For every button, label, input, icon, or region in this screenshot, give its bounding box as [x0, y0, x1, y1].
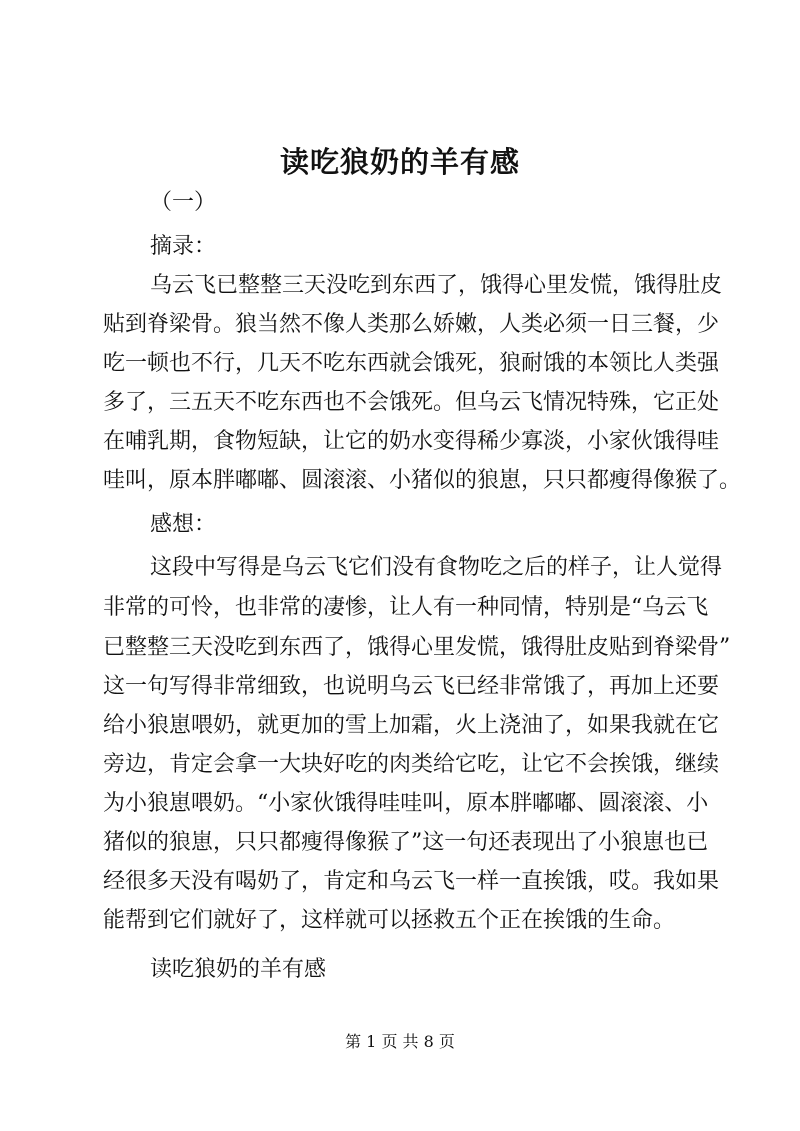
thoughts-line: 旁边，肯定会拿一大块好吃的肉类给它吃，让它不会挨饿，继续 [103, 752, 720, 777]
thoughts-line: 给小狼崽喂奶，就更加的雪上加霜，火上浇油了，如果我就在它 [103, 713, 720, 738]
thoughts-line: 猪似的狼崽，只只都瘦得像猴了”这一句还表现出了小狼崽也已 [103, 830, 709, 855]
thoughts-line: 经很多天没有喝奶了，肯定和乌云飞一样一直挨饿，哎。我如果 [103, 869, 720, 894]
excerpt-line: 哇叫，原本胖嘟嘟、圆滚滚、小猪似的狼崽，只只都瘦得像猴了。 [103, 468, 742, 493]
page-indicator: 第 1 页 共 8 页 [345, 1032, 455, 1051]
excerpt-line: 贴到脊梁骨。狼当然不像人类那么娇嫩，人类必须一日三餐，少 [103, 312, 720, 337]
thoughts-line: 已整整三天没吃到东西了，饿得心里发慌，饿得肚皮贴到脊梁骨” [103, 635, 731, 660]
excerpt-line: 吃一顿也不行，几天不吃东西就会饿死，狼耐饿的本领比人类强 [103, 351, 720, 376]
thoughts-line: 能帮到它们就好了，这样就可以拯救五个正在挨饿的生命。 [103, 908, 676, 933]
excerpt-line: 在哺乳期，食物短缺，让它的奶水变得稀少寡淡，小家伙饿得哇 [103, 429, 720, 454]
section-marker: （一） [150, 190, 217, 215]
excerpt-label: 摘录： [150, 234, 217, 259]
repeat-title: 读吃狼奶的羊有感 [150, 957, 327, 982]
thoughts-label: 感想： [150, 512, 217, 537]
thoughts-line: 这一句写得非常细致，也说明乌云飞已经非常饿了，再加上还要 [103, 674, 720, 699]
thoughts-line: 为小狼崽喂奶。“小家伙饿得哇哇叫，原本胖嘟嘟、圆滚滚、小 [103, 791, 709, 816]
excerpt-line: 多了，三五天不吃东西也不会饿死。但乌云飞情况特殊，它正处 [103, 390, 720, 415]
document-title: 读吃狼奶的羊有感 [279, 145, 520, 179]
excerpt-line: 乌云飞已整整三天没吃到东西了，饿得心里发慌，饿得肚皮 [150, 273, 723, 298]
thoughts-line: 这段中写得是乌云飞它们没有食物吃之后的样子，让人觉得 [150, 555, 723, 580]
thoughts-line: 非常的可怜，也非常的凄惨，让人有一种同情，特别是“乌云飞 [103, 595, 709, 620]
